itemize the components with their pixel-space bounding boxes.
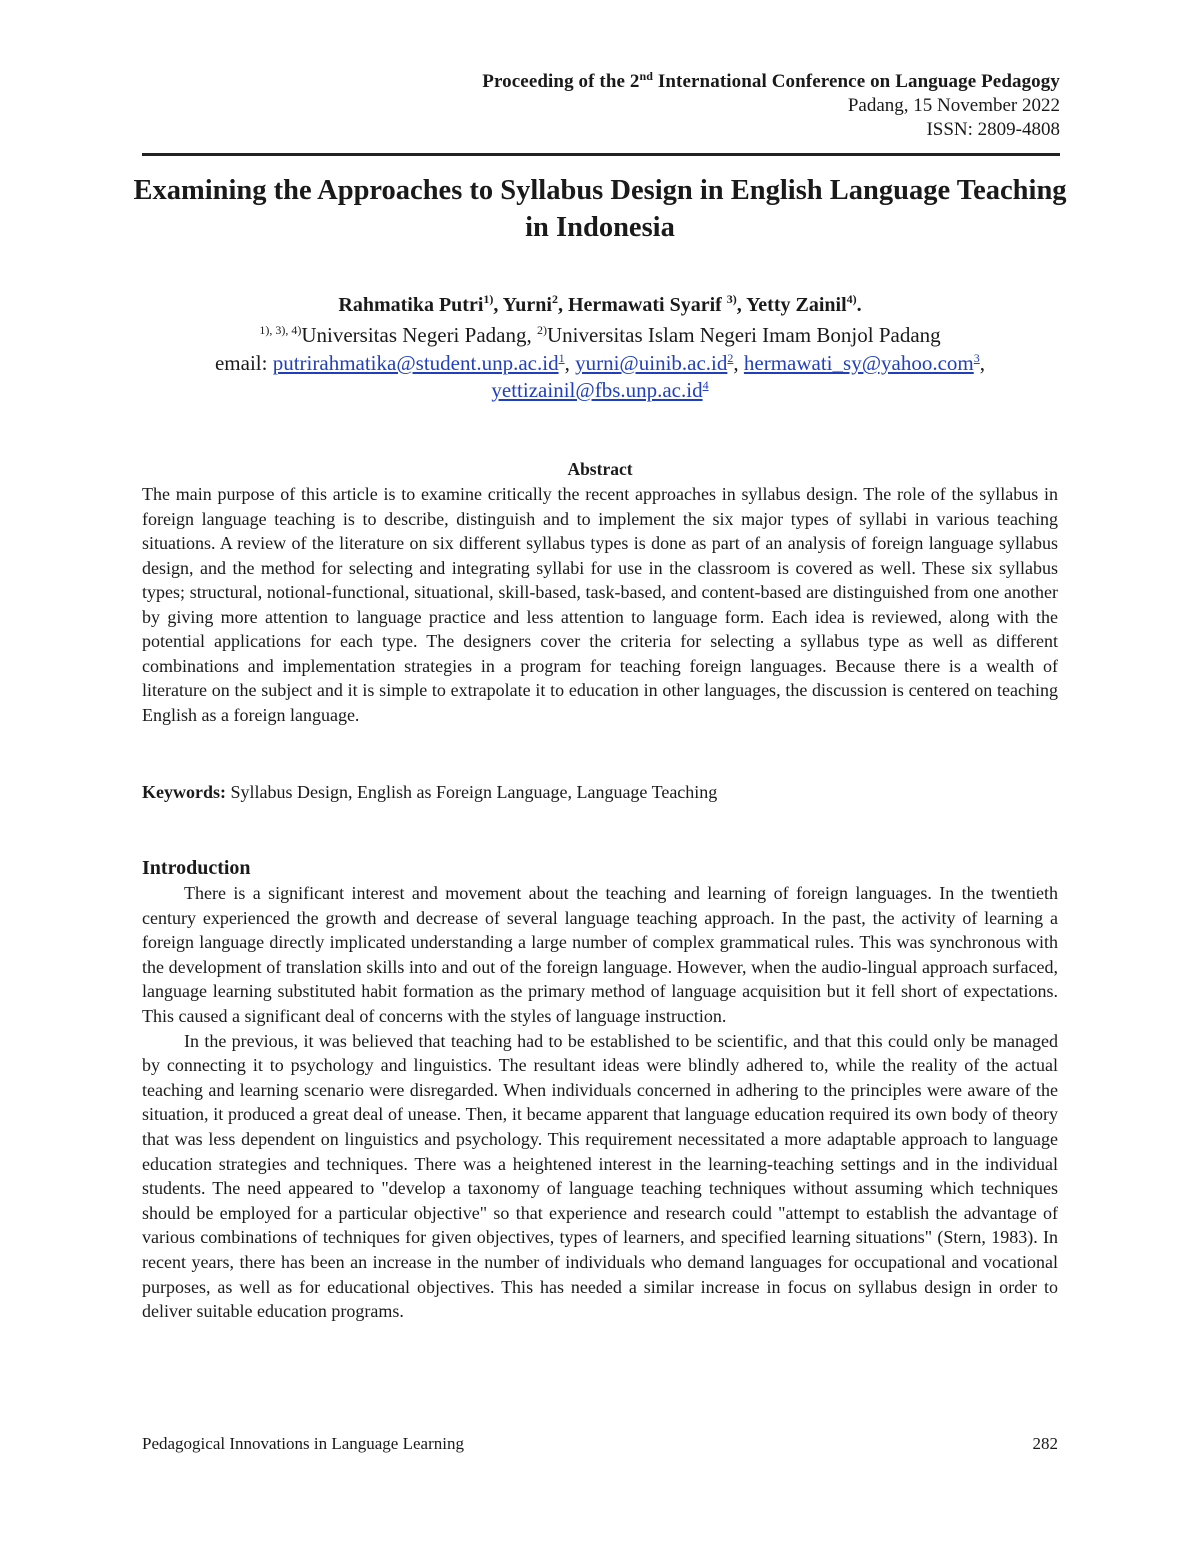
email-separator: , [733,351,744,375]
conference-name-suffix: International Conference on Language Pedagogy [653,71,1060,92]
keywords-label: Keywords: [142,782,226,802]
email-link[interactable]: yettizainil@fbs.unp.ac.id [491,378,703,402]
keywords-text: Syllabus Design, English as Foreign Language, Language Teaching [226,782,718,802]
affiliation-institution: Universitas Negeri Padang, [301,323,537,347]
author-separator: . [856,294,862,316]
conference-ordinal-suffix: nd [639,69,654,83]
author [503,294,568,316]
author-affiliation-mark: 1) [483,292,494,306]
email-separator: , [979,351,986,375]
page-number: 282 [1032,1434,1058,1453]
author-list [120,292,1080,318]
author-name: Rahmatika Putri [338,294,484,316]
author-emails [120,350,1080,404]
email-mark: 4 [702,378,709,392]
author-name: Yurni [502,294,552,316]
paragraph: In the previous, it was believed that teaching had to be established to be scientific, and that this could only be managed by connecting it to psychology and linguistics. The resultant ideas were blindly adhered to, while the reality of the actual teaching and learning scenario were disregarded. When individuals concerned in adhering to the principles were aware of the situation, it produced a great deal of unease. Then, it became apparent that language education required its own body of theory that was less dependent on linguistics and psychology. This requirement necessitated a more adaptable approach to language education strategies and techniques. There was a heightened interest in the learning-teaching settings and in the individual students. The need appeared to "develop a taxonomy of language teaching techniques without assuming which techniques should be employed for a particular objective" so that experience and research could "attempt to establish the advantage of various combinations of techniques for given objectives, types of learners, and specified learning situations" (Stern, 1983). In recent years, there has been an increase in the number of individuals who demand languages for occupational and vocational purposes, as well as for educational objectives. This has needed a similar increase in focus on syllabus design in order to deliver suitable education programs. [142,1030,1058,1322]
email-label: email: [214,351,273,375]
email-mark: 1 [558,351,565,365]
footer-journal-name: Pedagogical Innovations in Language Learning [142,1434,464,1453]
introduction-body [142,881,1058,1324]
author-name: Hermawati Syarif [567,294,727,316]
paragraph: There is a significant interest and movement about the teaching and learning of foreign languages. In the twentieth century experienced the growth and decrease of several language teaching approach. In the past, the activity of learning a foreign language directly implicated understanding a large number of complex grammatical rules. This was synchronous with the development of translation skills into and out of the foreign language. However, when the audio-lingual approach surfaced, language learning substituted habit formation as the primary method of language acquisition but it fell short of expectations. This caused a significant deal of concerns with the styles of language instruction. [142,883,1058,1026]
keywords [142,780,1058,804]
affiliations [120,322,1080,349]
paper-title: Examining the Approaches to Syllabus Design in English Language Teaching in Indonesia [133,175,1067,243]
introduction-heading: Introduction [142,857,251,879]
email-link[interactable]: hermawati_sy@yahoo.com [743,351,974,375]
email-mark: 3 [973,351,980,365]
abstract-text: The main purpose of this article is to examine critically the recent approaches in syllabus design. The role of the syllabus in foreign language teaching is to describe, distinguish and to implement the six major types of syllabi in various teaching situations. A review of the literature on six different syllabus types is done as part of an analysis of foreign language syllabus design, and the method for selecting and integrating syllabi for use in the classroom is covered as well. These six syllabus types; structural, notional-functional, situational, skill-based, task-based, and content-based are distinguished from one another by giving more attention to language practice and less attention to language form. Each idea is reviewed, along with the potential applications for each type. The designers cover the criteria for selecting a syllabus type as well as different combinations and implementation strategies in a program for teaching foreign languages. Because there is a wealth of literature on the subject and it is simple to extrapolate it to education in other languages, the discussion is centered on teaching English as a foreign language. [142,484,1058,725]
affiliation-institution: Universitas Islam Negeri Imam Bonjol Padang [546,323,941,347]
author-separator: , [736,294,747,316]
header-divider [142,153,1060,156]
email-mark: 2 [727,351,734,365]
author [568,294,746,316]
issn: ISSN: 2809-4808 [926,119,1060,140]
author-separator: , [493,294,503,316]
affiliation-mark: 1), 3), 4) [259,323,302,337]
author-affiliation-mark: 4) [846,292,857,306]
running-header [140,70,1060,142]
conference-location-date: Padang, 15 November 2022 [847,95,1060,116]
email-link[interactable]: yurni@uinib.ac.id [575,351,728,375]
email-link[interactable]: putrirahmatika@student.unp.ac.id [272,351,559,375]
author-affiliation-mark: 2 [551,292,558,306]
email-separator: , [564,351,576,375]
author-separator: , [557,294,568,316]
author-affiliation-mark: 3) [726,292,737,306]
conference-name [140,70,1060,94]
conference-name-prefix: Proceeding of the 2 [482,71,640,92]
author [746,294,862,316]
abstract-heading: Abstract [567,459,633,479]
author-name: Yetty Zainil [746,294,847,316]
author [338,294,502,316]
affiliation-mark: 2) [536,323,547,337]
